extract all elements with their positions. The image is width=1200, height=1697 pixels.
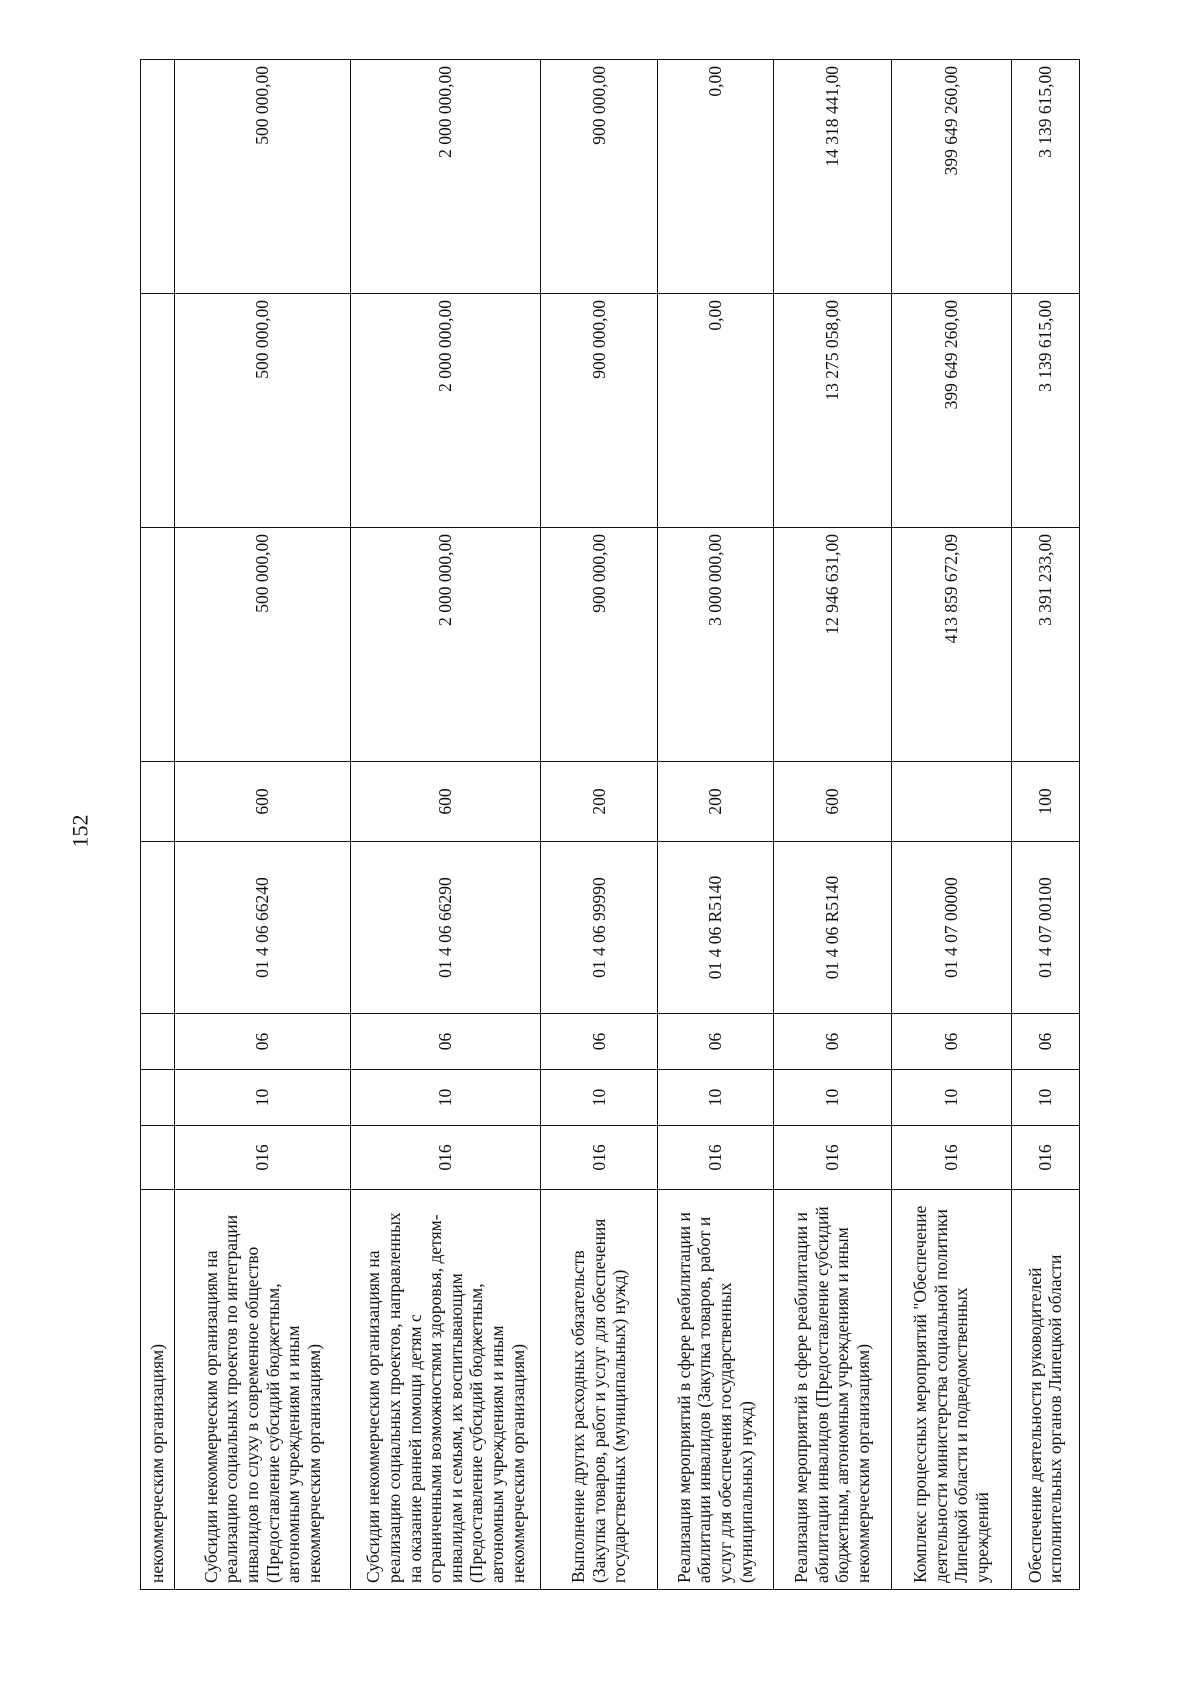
table-row bbox=[1011, 60, 1079, 1590]
rz-code: 10 bbox=[1011, 1070, 1079, 1126]
rz-code: 10 bbox=[175, 1070, 351, 1126]
sum-year-1 bbox=[141, 528, 175, 762]
pr-code: 06 bbox=[657, 1014, 773, 1070]
sum-year-3: 14 318 441,00 bbox=[773, 60, 891, 294]
pr-code: 06 bbox=[351, 1014, 541, 1070]
sum-year-3 bbox=[141, 60, 175, 294]
rz-code bbox=[141, 1070, 175, 1126]
sum-year-1: 3 000 000,00 bbox=[657, 528, 773, 762]
sum-year-3: 900 000,00 bbox=[541, 60, 657, 294]
vr-code: 600 bbox=[773, 762, 891, 842]
sum-year-1: 413 859 672,09 bbox=[891, 528, 1011, 762]
pr-code bbox=[141, 1014, 175, 1070]
csr-code: 01 4 07 00000 bbox=[891, 842, 1011, 1014]
table-row bbox=[657, 60, 773, 1590]
vr-code: 200 bbox=[541, 762, 657, 842]
sum-year-2: 500 000,00 bbox=[175, 294, 351, 528]
vr-code bbox=[141, 762, 175, 842]
sum-year-3: 2 000 000,00 bbox=[351, 60, 541, 294]
gr-code: 016 bbox=[351, 1126, 541, 1190]
rz-code: 10 bbox=[541, 1070, 657, 1126]
table-row bbox=[351, 60, 541, 1590]
sum-year-1: 3 391 233,00 bbox=[1011, 528, 1079, 762]
row-description: некоммерческим организациям) bbox=[141, 1190, 175, 1590]
table-row bbox=[141, 60, 175, 1590]
row-description: Обеспечение деятельности руководителей исполнительных органов Липецкой области bbox=[1011, 1190, 1079, 1590]
rotated-page-content bbox=[140, 60, 1080, 1590]
row-description: Субсидии некоммерческим организациям на реализацию социальных проектов, направленных на оказание ранней помощи детям с ограниченными возможностями здоровья, детям-инвалидам и семьям, их воспитывающим (Предоставление субсидий бюджетным, автономным учреждениям и иным некоммерческим организациям) bbox=[351, 1190, 541, 1590]
rz-code: 10 bbox=[657, 1070, 773, 1126]
table-row bbox=[541, 60, 657, 1590]
row-description: Субсидии некоммерческим организациям на реализацию социальных проектов по интеграции инвалидов по слуху в современное общество (Предоставление субсидий бюджетным, автономным учреждениям и иным некоммерческим организациям) bbox=[175, 1190, 351, 1590]
pr-code: 06 bbox=[1011, 1014, 1079, 1070]
csr-code: 01 4 06 66290 bbox=[351, 842, 541, 1014]
vr-code: 600 bbox=[351, 762, 541, 842]
vr-code: 200 bbox=[657, 762, 773, 842]
csr-code: 01 4 06 R5140 bbox=[657, 842, 773, 1014]
sum-year-2: 0,00 bbox=[657, 294, 773, 528]
sum-year-3: 0,00 bbox=[657, 60, 773, 294]
pr-code: 06 bbox=[541, 1014, 657, 1070]
gr-code: 016 bbox=[541, 1126, 657, 1190]
csr-code: 01 4 06 R5140 bbox=[773, 842, 891, 1014]
rz-code: 10 bbox=[351, 1070, 541, 1126]
row-description: Реализация мероприятий в сфере реабилитации и абилитации инвалидов (Закупка товаров, работ и услуг для обеспечения государственных (муниципальных) нужд) bbox=[657, 1190, 773, 1590]
vr-code bbox=[891, 762, 1011, 842]
rz-code: 10 bbox=[773, 1070, 891, 1126]
table-row bbox=[891, 60, 1011, 1590]
sum-year-2: 2 000 000,00 bbox=[351, 294, 541, 528]
sum-year-1: 900 000,00 bbox=[541, 528, 657, 762]
sum-year-2: 3 139 615,00 bbox=[1011, 294, 1079, 528]
csr-code bbox=[141, 842, 175, 1014]
csr-code: 01 4 07 00100 bbox=[1011, 842, 1079, 1014]
sum-year-3: 3 139 615,00 bbox=[1011, 60, 1079, 294]
row-description: Выполнение других расходных обязательств (Закупка товаров, работ и услуг для обеспечения государственных (муниципальных) нужд) bbox=[541, 1190, 657, 1590]
sum-year-1: 12 946 631,00 bbox=[773, 528, 891, 762]
csr-code: 01 4 06 99990 bbox=[541, 842, 657, 1014]
gr-code: 016 bbox=[773, 1126, 891, 1190]
sum-year-3: 399 649 260,00 bbox=[891, 60, 1011, 294]
vr-code: 100 bbox=[1011, 762, 1079, 842]
sum-year-2: 900 000,00 bbox=[541, 294, 657, 528]
table-row bbox=[773, 60, 891, 1590]
sum-year-1: 2 000 000,00 bbox=[351, 528, 541, 762]
row-description: Реализация мероприятий в сфере реабилитации и абилитации инвалидов (Предоставление субсидий бюджетным, автономным учреждениям и иным некоммерческим организациям) bbox=[773, 1190, 891, 1590]
page-number: 152 bbox=[67, 814, 93, 848]
pr-code: 06 bbox=[773, 1014, 891, 1070]
table-row bbox=[175, 60, 351, 1590]
table-body bbox=[141, 60, 1080, 1590]
sum-year-1: 500 000,00 bbox=[175, 528, 351, 762]
gr-code: 016 bbox=[1011, 1126, 1079, 1190]
gr-code: 016 bbox=[891, 1126, 1011, 1190]
pr-code: 06 bbox=[175, 1014, 351, 1070]
gr-code: 016 bbox=[175, 1126, 351, 1190]
gr-code bbox=[141, 1126, 175, 1190]
sum-year-2 bbox=[141, 294, 175, 528]
pr-code: 06 bbox=[891, 1014, 1011, 1070]
rz-code: 10 bbox=[891, 1070, 1011, 1126]
sum-year-3: 500 000,00 bbox=[175, 60, 351, 294]
row-description: Комплекс процессных мероприятий "Обеспечение деятельности министерства социальной политики Липецкой области и подведомственных учреждений bbox=[891, 1190, 1011, 1590]
sum-year-2: 399 649 260,00 bbox=[891, 294, 1011, 528]
sum-year-2: 13 275 058,00 bbox=[773, 294, 891, 528]
csr-code: 01 4 06 66240 bbox=[175, 842, 351, 1014]
gr-code: 016 bbox=[657, 1126, 773, 1190]
budget-table bbox=[140, 59, 1080, 1590]
vr-code: 600 bbox=[175, 762, 351, 842]
